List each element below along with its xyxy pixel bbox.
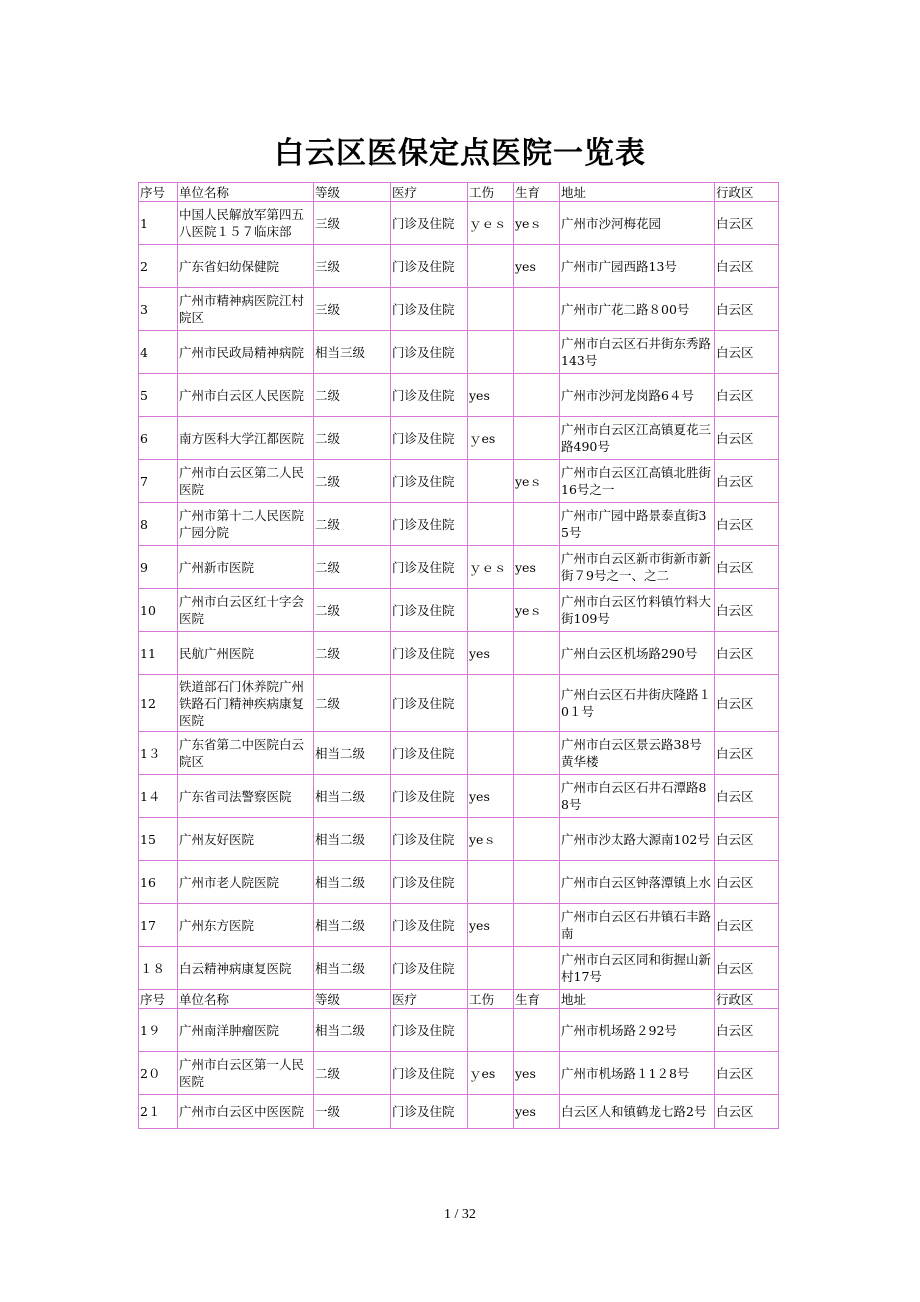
table-row: [139, 331, 779, 374]
row-number-cell: 11: [139, 632, 178, 675]
work-injury-cell: [468, 245, 514, 288]
maternity-cell: [514, 732, 560, 775]
column-header: 等级: [314, 990, 391, 1009]
address-cell: 广州市沙太路大源南102号: [560, 818, 715, 861]
hospital-level-cell: 二级: [314, 460, 391, 503]
work-injury-cell: yes: [468, 775, 514, 818]
hospital-level-cell: 相当二级: [314, 904, 391, 947]
medical-service-cell: 门诊及住院: [391, 904, 468, 947]
district-cell: 白云区: [715, 818, 779, 861]
medical-service-cell: 门诊及住院: [391, 245, 468, 288]
row-number-cell: 2０: [139, 1052, 178, 1095]
hospital-level-cell: 三级: [314, 288, 391, 331]
address-cell: 广州市广园西路13号: [560, 245, 715, 288]
medical-service-cell: 门诊及住院: [391, 460, 468, 503]
district-cell: 白云区: [715, 374, 779, 417]
column-header: 单位名称: [178, 990, 314, 1009]
table-row: [139, 288, 779, 331]
work-injury-cell: [468, 589, 514, 632]
maternity-cell: yeｓ: [514, 589, 560, 632]
row-number-cell: 1３: [139, 732, 178, 775]
address-cell: 广州市机场路２92号: [560, 1009, 715, 1052]
district-cell: 白云区: [715, 331, 779, 374]
address-cell: 广州市白云区江高镇北胜街16号之一: [560, 460, 715, 503]
maternity-cell: yes: [514, 245, 560, 288]
address-cell: 广州市白云区新市街新市新街７9号之一、之二: [560, 546, 715, 589]
address-cell: 广州市沙河梅花园: [560, 202, 715, 245]
medical-service-cell: 门诊及住院: [391, 288, 468, 331]
table-row: [139, 1095, 779, 1129]
work-injury-cell: [468, 1009, 514, 1052]
row-number-cell: 6: [139, 417, 178, 460]
row-number-cell: 1４: [139, 775, 178, 818]
row-number-cell: 1: [139, 202, 178, 245]
address-cell: 广州市白云区竹料镇竹料大街109号: [560, 589, 715, 632]
hospital-level-cell: 二级: [314, 589, 391, 632]
hospital-name-cell: 广东省司法警察医院: [178, 775, 314, 818]
maternity-cell: [514, 632, 560, 675]
work-injury-cell: [468, 503, 514, 546]
row-number-cell: 17: [139, 904, 178, 947]
table-row: [139, 947, 779, 990]
row-number-cell: 12: [139, 675, 178, 732]
maternity-cell: yes: [514, 546, 560, 589]
district-cell: 白云区: [715, 417, 779, 460]
district-cell: 白云区: [715, 460, 779, 503]
hospital-name-cell: 广州市白云区第一人民医院: [178, 1052, 314, 1095]
medical-service-cell: 门诊及住院: [391, 632, 468, 675]
table-row: [139, 632, 779, 675]
district-cell: 白云区: [715, 1095, 779, 1129]
maternity-cell: yeｓ: [514, 460, 560, 503]
district-cell: 白云区: [715, 1009, 779, 1052]
column-header: 工伤: [468, 990, 514, 1009]
row-number-cell: 4: [139, 331, 178, 374]
maternity-cell: [514, 288, 560, 331]
maternity-cell: [514, 861, 560, 904]
work-injury-cell: yes: [468, 904, 514, 947]
hospital-name-cell: 广州新市医院: [178, 546, 314, 589]
address-cell: 广州市机场路１1２8号: [560, 1052, 715, 1095]
address-cell: 广州市白云区同和街握山新村17号: [560, 947, 715, 990]
hospital-name-cell: 广州市白云区人民医院: [178, 374, 314, 417]
hospital-name-cell: 广东省妇幼保健院: [178, 245, 314, 288]
hospital-level-cell: 三级: [314, 245, 391, 288]
hospital-level-cell: 相当二级: [314, 1009, 391, 1052]
medical-service-cell: 门诊及住院: [391, 546, 468, 589]
column-header: 医疗: [391, 183, 468, 202]
hospital-name-cell: 广州市老人院医院: [178, 861, 314, 904]
work-injury-cell: ｙｅｓ: [468, 546, 514, 589]
hospital-name-cell: 中国人民解放军第四五八医院１５７临床部: [178, 202, 314, 245]
work-injury-cell: [468, 460, 514, 503]
address-cell: 广州市白云区石井镇石丰路南: [560, 904, 715, 947]
address-cell: 广州市白云区石井街东秀路143号: [560, 331, 715, 374]
table-row: [139, 503, 779, 546]
maternity-cell: [514, 947, 560, 990]
district-cell: 白云区: [715, 675, 779, 732]
district-cell: 白云区: [715, 546, 779, 589]
hospital-name-cell: 广州市白云区红十字会医院: [178, 589, 314, 632]
address-cell: 广州市白云区江高镇夏花三路490号: [560, 417, 715, 460]
maternity-cell: [514, 818, 560, 861]
address-cell: 广州市白云区景云路38号黄华楼: [560, 732, 715, 775]
district-cell: 白云区: [715, 632, 779, 675]
district-cell: 白云区: [715, 861, 779, 904]
work-injury-cell: ｙｅｓ: [468, 202, 514, 245]
hospital-name-cell: 铁道部石门休养院广州铁路石门精神疾病康复医院: [178, 675, 314, 732]
column-header: 地址: [560, 183, 715, 202]
medical-service-cell: 门诊及住院: [391, 861, 468, 904]
district-cell: 白云区: [715, 904, 779, 947]
medical-service-cell: 门诊及住院: [391, 589, 468, 632]
row-number-cell: 3: [139, 288, 178, 331]
address-cell: 广州市白云区石井石潭路88号: [560, 775, 715, 818]
hospital-name-cell: 广州东方医院: [178, 904, 314, 947]
table-row: [139, 202, 779, 245]
column-header: 序号: [139, 990, 178, 1009]
medical-service-cell: 门诊及住院: [391, 374, 468, 417]
hospital-level-cell: 二级: [314, 632, 391, 675]
hospital-name-cell: 广州市民政局精神病院: [178, 331, 314, 374]
maternity-cell: yes: [514, 1095, 560, 1129]
address-cell: 白云区人和镇鹤龙七路2号: [560, 1095, 715, 1129]
row-number-cell: 1９: [139, 1009, 178, 1052]
table-row: [139, 245, 779, 288]
row-number-cell: 16: [139, 861, 178, 904]
row-number-cell: 5: [139, 374, 178, 417]
hospital-level-cell: 二级: [314, 675, 391, 732]
medical-service-cell: 门诊及住院: [391, 1095, 468, 1129]
table-row: [139, 861, 779, 904]
work-injury-cell: [468, 861, 514, 904]
column-header: 地址: [560, 990, 715, 1009]
work-injury-cell: [468, 331, 514, 374]
district-cell: 白云区: [715, 589, 779, 632]
maternity-cell: [514, 675, 560, 732]
hospital-level-cell: 相当二级: [314, 775, 391, 818]
table-row: [139, 904, 779, 947]
hospital-name-cell: 广州市白云区中医医院: [178, 1095, 314, 1129]
hospital-level-cell: 相当二级: [314, 947, 391, 990]
row-number-cell: 2１: [139, 1095, 178, 1129]
address-cell: 广州市白云区钟落潭镇上水: [560, 861, 715, 904]
hospital-level-cell: 二级: [314, 503, 391, 546]
hospital-level-cell: 二级: [314, 374, 391, 417]
document-title: 白云区医保定点医院一览表: [274, 136, 646, 171]
maternity-cell: yes: [514, 1052, 560, 1095]
work-injury-cell: yes: [468, 374, 514, 417]
maternity-cell: [514, 1009, 560, 1052]
column-header: 行政区: [715, 990, 779, 1009]
work-injury-cell: [468, 288, 514, 331]
address-cell: 广州市广园中路景泰直街35号: [560, 503, 715, 546]
column-header: 生育: [514, 990, 560, 1009]
hospital-name-cell: 白云精神病康复医院: [178, 947, 314, 990]
hospital-name-cell: 广州南洋肿瘤医院: [178, 1009, 314, 1052]
hospital-level-cell: 一级: [314, 1095, 391, 1129]
hospital-level-cell: 三级: [314, 202, 391, 245]
table-header-row-repeat: [139, 990, 779, 1009]
hospital-name-cell: 广州市白云区第二人民医院: [178, 460, 314, 503]
table-row: [139, 1052, 779, 1095]
hospital-level-cell: 相当二级: [314, 732, 391, 775]
column-header: 行政区: [715, 183, 779, 202]
district-cell: 白云区: [715, 503, 779, 546]
table-row: [139, 589, 779, 632]
medical-service-cell: 门诊及住院: [391, 818, 468, 861]
work-injury-cell: [468, 732, 514, 775]
row-number-cell: １８: [139, 947, 178, 990]
maternity-cell: [514, 417, 560, 460]
column-header: 单位名称: [178, 183, 314, 202]
maternity-cell: [514, 331, 560, 374]
work-injury-cell: [468, 1095, 514, 1129]
medical-service-cell: 门诊及住院: [391, 202, 468, 245]
address-cell: 广州市广花二路８00号: [560, 288, 715, 331]
page-number: 1 / 32: [444, 1207, 476, 1222]
row-number-cell: 9: [139, 546, 178, 589]
district-cell: 白云区: [715, 202, 779, 245]
medical-service-cell: 门诊及住院: [391, 775, 468, 818]
maternity-cell: [514, 503, 560, 546]
hospital-level-cell: 二级: [314, 1052, 391, 1095]
table-row: [139, 546, 779, 589]
column-header: 等级: [314, 183, 391, 202]
work-injury-cell: yes: [468, 632, 514, 675]
district-cell: 白云区: [715, 245, 779, 288]
hospital-name-cell: 广州友好医院: [178, 818, 314, 861]
work-injury-cell: ｙes: [468, 1052, 514, 1095]
medical-service-cell: 门诊及住院: [391, 1052, 468, 1095]
column-header: 医疗: [391, 990, 468, 1009]
hospital-level-cell: 相当二级: [314, 818, 391, 861]
district-cell: 白云区: [715, 288, 779, 331]
row-number-cell: 15: [139, 818, 178, 861]
medical-service-cell: 门诊及住院: [391, 732, 468, 775]
maternity-cell: [514, 904, 560, 947]
hospital-name-cell: 广东省第二中医院白云院区: [178, 732, 314, 775]
hospital-name-cell: 广州市精神病医院江村院区: [178, 288, 314, 331]
hospital-level-cell: 相当三级: [314, 331, 391, 374]
work-injury-cell: [468, 947, 514, 990]
hospital-level-cell: 二级: [314, 546, 391, 589]
district-cell: 白云区: [715, 947, 779, 990]
hospital-level-cell: 相当二级: [314, 861, 391, 904]
medical-service-cell: 门诊及住院: [391, 417, 468, 460]
address-cell: 广州白云区石井街庆隆路１0１号: [560, 675, 715, 732]
medical-service-cell: 门诊及住院: [391, 331, 468, 374]
work-injury-cell: yeｓ: [468, 818, 514, 861]
maternity-cell: [514, 374, 560, 417]
table-row: [139, 732, 779, 775]
row-number-cell: 10: [139, 589, 178, 632]
district-cell: 白云区: [715, 732, 779, 775]
table-row: [139, 417, 779, 460]
row-number-cell: 2: [139, 245, 178, 288]
hospital-name-cell: 南方医科大学江都医院: [178, 417, 314, 460]
medical-service-cell: 门诊及住院: [391, 947, 468, 990]
hospital-level-cell: 二级: [314, 417, 391, 460]
row-number-cell: 7: [139, 460, 178, 503]
address-cell: 广州白云区机场路290号: [560, 632, 715, 675]
district-cell: 白云区: [715, 1052, 779, 1095]
maternity-cell: [514, 775, 560, 818]
work-injury-cell: [468, 675, 514, 732]
column-header: 生育: [514, 183, 560, 202]
medical-service-cell: 门诊及住院: [391, 1009, 468, 1052]
hospital-name-cell: 广州市第十二人民医院广园分院: [178, 503, 314, 546]
table-row: [139, 675, 779, 732]
district-cell: 白云区: [715, 775, 779, 818]
column-header: 工伤: [468, 183, 514, 202]
table-row: [139, 460, 779, 503]
table-row: [139, 818, 779, 861]
address-cell: 广州市沙河龙岗路6４号: [560, 374, 715, 417]
hospital-name-cell: 民航广州医院: [178, 632, 314, 675]
table-header-row: [139, 183, 779, 202]
maternity-cell: yeｓ: [514, 202, 560, 245]
table-row: [139, 775, 779, 818]
table-row: [139, 374, 779, 417]
medical-service-cell: 门诊及住院: [391, 675, 468, 732]
row-number-cell: 8: [139, 503, 178, 546]
table-row: [139, 1009, 779, 1052]
column-header: 序号: [139, 183, 178, 202]
medical-service-cell: 门诊及住院: [391, 503, 468, 546]
hospital-table: [138, 182, 779, 1129]
work-injury-cell: ｙes: [468, 417, 514, 460]
